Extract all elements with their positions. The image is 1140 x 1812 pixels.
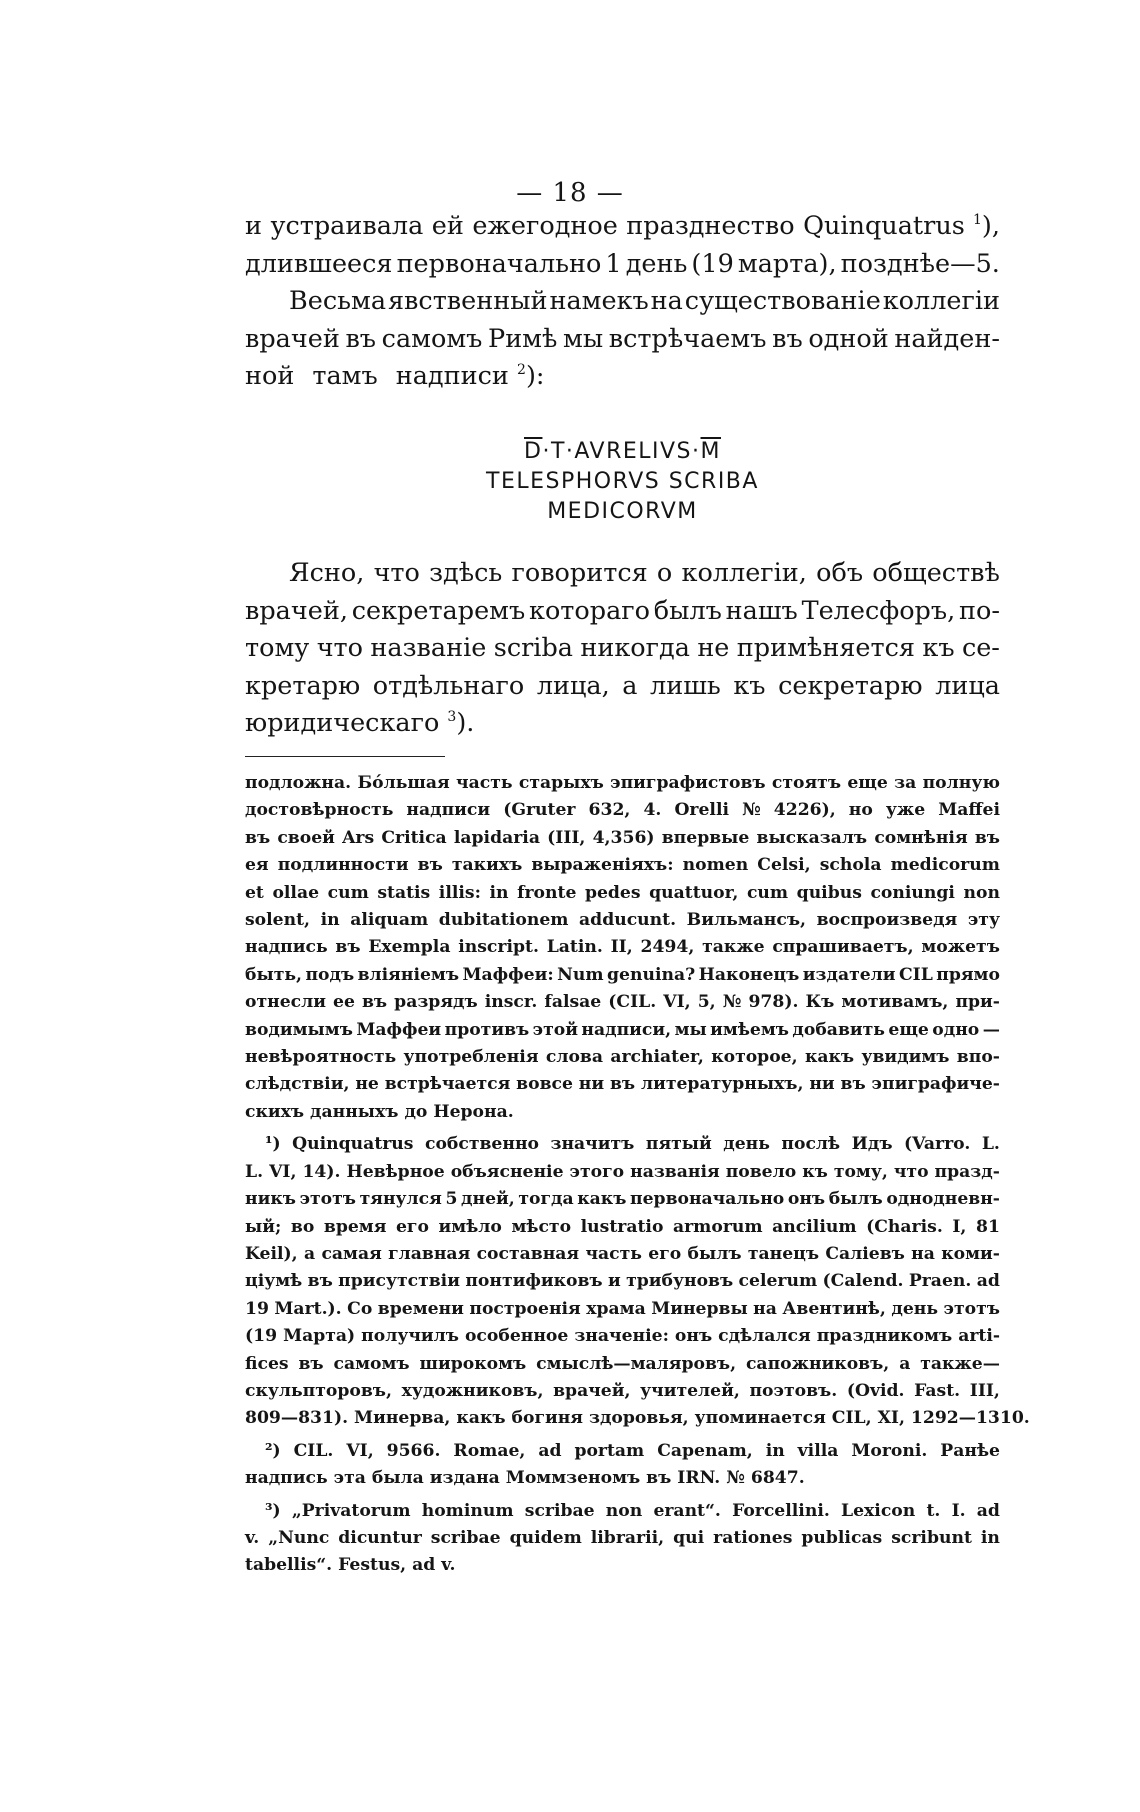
footnote-line: слѣдствіи, не встрѣчается вовсе ни въ литературныхъ, ни въ эпиграфиче- <box>245 1074 1000 1095</box>
footnote-line: водимымъ Маффеи противъ этой надписи, мы имѣемъ добавить еще одно — <box>245 1019 1000 1040</box>
footnote-line: v. „Nunc dicuntur scribae quidem librarii, qui rationes publicas scribunt in <box>245 1527 1000 1548</box>
paragraph-3 <box>245 555 1000 743</box>
footnote-line: L. VI, 14). Невѣрное объясненіе этого названія повело къ тому, что празд- <box>245 1161 1000 1182</box>
footnote-line: fices въ самомъ широкомъ смыслѣ—маляровъ, сапожниковъ, а также— <box>245 1353 1000 1374</box>
text-line: Весьма явственный намекъ на существованіе коллегіи <box>289 286 1000 316</box>
inscription-line-2: TELESPHORVS SCRIBA <box>486 469 759 494</box>
footnote-line: надпись въ Exempla inscript. Latin. II, 2494, также спрашиваетъ, можетъ <box>245 937 1000 958</box>
inscription <box>245 437 1000 527</box>
footnote-line: tabellis“. Festus, ad v. <box>245 1555 456 1576</box>
inscription-line-3: MEDICORVM <box>547 499 698 524</box>
text-line: и устраивала ей ежегодное празднество Quinquatrus $^1$), <box>245 211 1000 241</box>
footnote-line: et ollae cum statis illis: in fronte pedes quattuor, cum quibus coniungi non <box>245 882 1000 903</box>
footnote-line: подложна. Бóльшая часть старыхъ эпиграфистовъ стоятъ еще за полную <box>245 773 1000 793</box>
footnote-3 <box>245 1498 1000 1580</box>
footnote-line: надпись эта была издана Моммзеномъ въ IRN. № 6847. <box>245 1468 805 1489</box>
inscription-line-1: $\overline{D}\cdot T\cdot AVRELIVS\cdot\overline{M}$ <box>524 439 721 464</box>
footnote-line: отнесли ее въ разрядъ inscr. falsae (CIL. VI, 5, № 978). Къ мотивамъ, при- <box>245 992 1000 1013</box>
text-line: ной тамъ надписи $^2$): <box>245 361 545 391</box>
text-line: врачей, секретаремъ котораго былъ нашъ Телесфоръ, по- <box>245 595 1000 626</box>
footnote-line: (19 Марта) получилъ особенное значеніе: онъ сдѣлался праздникомъ arti- <box>245 1326 1000 1347</box>
footnote-line: быть, подъ вліяніемъ Маффеи: Num genuina? Наконецъ издатели CIL прямо <box>245 964 1000 985</box>
text-line: кретарю отдѣльнаго лица, а лишь къ секретарю лица <box>245 670 1000 701</box>
footnote-line: скульпторовъ, художниковъ, врачей, учителей, поэтовъ. (Ovid. Fast. III, <box>245 1380 1000 1401</box>
footnote-line: никъ этотъ тянулся 5 дней, тогда какъ первоначально онъ былъ однодневн- <box>245 1189 1000 1210</box>
text-line: Ясно, что здѣсь говорится о коллегіи, объ обществѣ <box>289 558 1000 588</box>
text-line: тому что названіе scriba никогда не примѣняется къ се- <box>245 633 1000 663</box>
footnote-line: ²) CIL. VI, 9566. Romae, ad portam Capenam, in villa Moroni. Ранѣе <box>265 1440 1000 1461</box>
text-line: длившееся первоначально 1 день (19 марта), позднѣе—5. <box>245 248 1000 279</box>
text-line: врачей въ самомъ Римѣ мы встрѣчаемъ въ одной найден- <box>245 323 1000 354</box>
footnotes <box>245 770 1030 1580</box>
footnote-line: ³) „Privatorum hominum scribae non erant“. Forcellini. Lexicon t. I. ad <box>265 1500 1000 1521</box>
footnote-line: ый; во время его имѣло мѣсто lustratio armorum ancilium (Charis. I, 81 <box>245 1216 1000 1237</box>
footnote-line: ея подлинности въ такихъ выраженіяхъ: nomen Celsi, schola medicorum <box>245 855 1000 876</box>
footnote-line: скихъ данныхъ до Нерона. <box>245 1101 514 1122</box>
footnote-divider <box>245 756 445 757</box>
footnote-line: ціумѣ въ присутствіи понтификовъ и трибуновъ celerum (Calend. Praen. ad <box>245 1271 1000 1292</box>
footnote-line: ¹) Quinquatrus собственно значитъ пятый день послѣ Идъ (Varro. L. <box>265 1134 1000 1155</box>
page-number: — 18 — <box>516 178 624 208</box>
footnote-1 <box>245 1131 1030 1432</box>
footnote-line: 809—831). Минерва, какъ богиня здоровья, упоминается CIL, XI, 1292—1310. <box>245 1408 1030 1429</box>
footnote-line: Keil), а самая главная составная часть его былъ танецъ Саліевъ на коми- <box>245 1243 1000 1264</box>
text-line: юридическаго $^3$). <box>245 708 475 738</box>
footnote-line: невѣроятность употребленія слова archiater, которое, какъ увидимъ впо- <box>245 1047 1000 1068</box>
paragraph-1 <box>245 208 1000 283</box>
footnote-line: solent, in aliquam dubitationem adducunt. Вильмансъ, воспроизведя эту <box>245 910 1000 931</box>
paragraph-2 <box>245 283 1000 396</box>
footnote-line: въ своей Ars Critica lapidaria (III, 4,356) впервые высказалъ сомнѣнія въ <box>245 827 1000 848</box>
footnote-line: 19 Mart.). Со времени построенія храма Минервы на Авентинѣ, день этотъ <box>245 1298 1000 1319</box>
footnote-2 <box>245 1438 1000 1493</box>
footnote-continuation <box>245 770 1000 1126</box>
footnote-line: достовѣрность надписи (Gruter 632, 4. Orelli № 4226), но уже Maffei <box>245 800 1000 821</box>
